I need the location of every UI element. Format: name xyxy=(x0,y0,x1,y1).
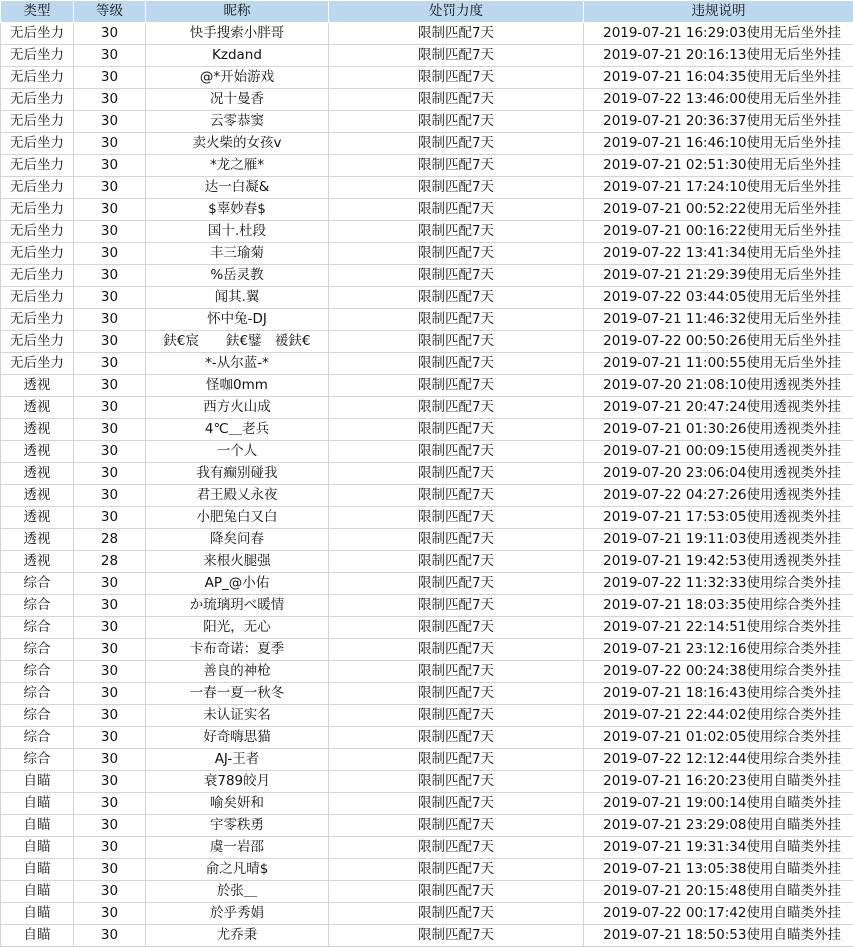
cell-type: 无后坐力 xyxy=(1,89,74,111)
cell-violation-note: 2019-07-22 00:24:38使用综合类外挂 xyxy=(584,661,853,683)
cell-level: 30 xyxy=(74,749,146,771)
cell-type: 自瞄 xyxy=(1,815,74,837)
cell-nickname: 快手搜索小胖哥 xyxy=(146,23,329,45)
cell-nickname: 君王殿乂永夜 xyxy=(146,485,329,507)
cell-type: 无后坐力 xyxy=(1,309,74,331)
cell-level: 30 xyxy=(74,375,146,397)
cell-nickname: 俞之凡晴$ xyxy=(146,859,329,881)
cell-penalty: 限制匹配7天 xyxy=(329,683,584,705)
cell-penalty: 限制匹配7天 xyxy=(329,705,584,727)
table-row xyxy=(1,683,853,705)
cell-type: 无后坐力 xyxy=(1,199,74,221)
cell-penalty: 限制匹配7天 xyxy=(329,925,584,947)
cell-penalty: 限制匹配7天 xyxy=(329,309,584,331)
cell-nickname: 况十曼香 xyxy=(146,89,329,111)
cell-type: 无后坐力 xyxy=(1,45,74,67)
table-row xyxy=(1,45,853,67)
cell-type: 透视 xyxy=(1,375,74,397)
table-row xyxy=(1,771,853,793)
cell-level: 30 xyxy=(74,155,146,177)
cell-type: 无后坐力 xyxy=(1,221,74,243)
cell-level: 30 xyxy=(74,199,146,221)
cell-nickname: 卡布奇诺：夏季 xyxy=(146,639,329,661)
cell-violation-note: 2019-07-21 11:46:32使用无后坐外挂 xyxy=(584,309,853,331)
cell-penalty: 限制匹配7天 xyxy=(329,353,584,375)
cell-type: 无后坐力 xyxy=(1,287,74,309)
table-row xyxy=(1,331,853,353)
cell-violation-note: 2019-07-21 19:42:53使用透视类外挂 xyxy=(584,551,853,573)
cell-violation-note: 2019-07-21 21:29:39使用无后坐外挂 xyxy=(584,265,853,287)
cell-level: 30 xyxy=(74,89,146,111)
table-row xyxy=(1,815,853,837)
cell-level: 30 xyxy=(74,815,146,837)
cell-nickname: 国十.杜段 xyxy=(146,221,329,243)
cell-violation-note: 2019-07-21 22:14:51使用综合类外挂 xyxy=(584,617,853,639)
table-row xyxy=(1,111,853,133)
table-row xyxy=(1,859,853,881)
cell-type: 综合 xyxy=(1,639,74,661)
cell-nickname: 阳光，无心 xyxy=(146,617,329,639)
cell-penalty: 限制匹配7天 xyxy=(329,771,584,793)
cell-nickname: 云零恭窦 xyxy=(146,111,329,133)
cell-level: 28 xyxy=(74,551,146,573)
cell-nickname: 於张＿ xyxy=(146,881,329,903)
cell-level: 30 xyxy=(74,397,146,419)
cell-level: 30 xyxy=(74,309,146,331)
cell-level: 30 xyxy=(74,507,146,529)
cell-level: 30 xyxy=(74,771,146,793)
table-row xyxy=(1,661,853,683)
cell-level: 30 xyxy=(74,67,146,89)
table-row xyxy=(1,551,853,573)
cell-nickname: 降矣问春 xyxy=(146,529,329,551)
table-row xyxy=(1,925,853,947)
cell-level: 30 xyxy=(74,265,146,287)
cell-type: 透视 xyxy=(1,397,74,419)
cell-nickname: AP_@小佑 xyxy=(146,573,329,595)
cell-level: 30 xyxy=(74,859,146,881)
cell-penalty: 限制匹配7天 xyxy=(329,45,584,67)
cell-level: 30 xyxy=(74,287,146,309)
cell-type: 自瞄 xyxy=(1,859,74,881)
table-row xyxy=(1,617,853,639)
table-row xyxy=(1,67,853,89)
cell-violation-note: 2019-07-21 20:16:13使用无后坐外挂 xyxy=(584,45,853,67)
cell-violation-note: 2019-07-21 18:50:53使用自瞄类外挂 xyxy=(584,925,853,947)
cell-violation-note: 2019-07-22 12:12:44使用综合类外挂 xyxy=(584,749,853,771)
cell-violation-note: 2019-07-21 01:30:26使用透视类外挂 xyxy=(584,419,853,441)
cell-penalty: 限制匹配7天 xyxy=(329,595,584,617)
cell-violation-note: 2019-07-21 16:46:10使用无后坐外挂 xyxy=(584,133,853,155)
cell-type: 无后坐力 xyxy=(1,155,74,177)
cell-type: 透视 xyxy=(1,529,74,551)
table-row xyxy=(1,463,853,485)
cell-penalty: 限制匹配7天 xyxy=(329,89,584,111)
cell-penalty: 限制匹配7天 xyxy=(329,507,584,529)
cell-violation-note: 2019-07-20 23:06:04使用透视类外挂 xyxy=(584,463,853,485)
cell-violation-note: 2019-07-21 16:20:23使用自瞄类外挂 xyxy=(584,771,853,793)
cell-nickname: Kzdand xyxy=(146,45,329,67)
cell-level: 30 xyxy=(74,419,146,441)
table-row xyxy=(1,133,853,155)
cell-type: 透视 xyxy=(1,419,74,441)
cell-violation-note: 2019-07-21 20:15:48使用自瞄类外挂 xyxy=(584,881,853,903)
cell-nickname: 未认证实名 xyxy=(146,705,329,727)
cell-violation-note: 2019-07-22 03:44:05使用无后坐外挂 xyxy=(584,287,853,309)
cell-penalty: 限制匹配7天 xyxy=(329,485,584,507)
cell-type: 综合 xyxy=(1,573,74,595)
table-row xyxy=(1,441,853,463)
table-row xyxy=(1,529,853,551)
cell-type: 自瞄 xyxy=(1,837,74,859)
cell-violation-note: 2019-07-22 11:32:33使用综合类外挂 xyxy=(584,573,853,595)
cell-nickname: %岳灵教 xyxy=(146,265,329,287)
cell-type: 无后坐力 xyxy=(1,177,74,199)
cell-type: 无后坐力 xyxy=(1,133,74,155)
cell-nickname: 衰789皎月 xyxy=(146,771,329,793)
cell-violation-note: 2019-07-21 22:44:02使用综合类外挂 xyxy=(584,705,853,727)
cell-penalty: 限制匹配7天 xyxy=(329,881,584,903)
table-row xyxy=(1,89,853,111)
cell-level: 30 xyxy=(74,23,146,45)
header-row xyxy=(1,1,853,23)
cell-penalty: 限制匹配7天 xyxy=(329,221,584,243)
cell-violation-note: 2019-07-21 02:51:30使用无后坐外挂 xyxy=(584,155,853,177)
cell-penalty: 限制匹配7天 xyxy=(329,133,584,155)
cell-nickname: 怀中兔-DJ xyxy=(146,309,329,331)
cell-violation-note: 2019-07-22 00:17:42使用自瞄类外挂 xyxy=(584,903,853,925)
table-row xyxy=(1,353,853,375)
table-row xyxy=(1,837,853,859)
cell-penalty: 限制匹配7天 xyxy=(329,111,584,133)
cell-type: 综合 xyxy=(1,705,74,727)
cell-penalty: 限制匹配7天 xyxy=(329,573,584,595)
cell-type: 综合 xyxy=(1,617,74,639)
cell-penalty: 限制匹配7天 xyxy=(329,463,584,485)
cell-type: 无后坐力 xyxy=(1,243,74,265)
cell-type: 综合 xyxy=(1,727,74,749)
cell-violation-note: 2019-07-21 20:36:37使用无后坐外挂 xyxy=(584,111,853,133)
cell-penalty: 限制匹配7天 xyxy=(329,177,584,199)
cell-type: 透视 xyxy=(1,485,74,507)
cell-level: 30 xyxy=(74,661,146,683)
cell-type: 综合 xyxy=(1,749,74,771)
cell-level: 30 xyxy=(74,727,146,749)
table-row xyxy=(1,199,853,221)
cell-type: 自瞄 xyxy=(1,793,74,815)
cell-level: 30 xyxy=(74,903,146,925)
table-row xyxy=(1,507,853,529)
cell-violation-note: 2019-07-21 01:02:05使用综合类外挂 xyxy=(584,727,853,749)
cell-level: 30 xyxy=(74,45,146,67)
table-row xyxy=(1,419,853,441)
table-row xyxy=(1,221,853,243)
cell-nickname: か琉璃玥べ暖情 xyxy=(146,595,329,617)
cell-nickname: 虞一岩邵 xyxy=(146,837,329,859)
cell-violation-note: 2019-07-21 00:52:22使用无后坐外挂 xyxy=(584,199,853,221)
cell-type: 无后坐力 xyxy=(1,353,74,375)
cell-violation-note: 2019-07-21 16:04:35使用无后坐外挂 xyxy=(584,67,853,89)
cell-level: 30 xyxy=(74,793,146,815)
table-row xyxy=(1,903,853,925)
table-row xyxy=(1,485,853,507)
cell-nickname: 好奇嗨思猫 xyxy=(146,727,329,749)
cell-penalty: 限制匹配7天 xyxy=(329,551,584,573)
cell-nickname: 宇零秩勇 xyxy=(146,815,329,837)
table-row xyxy=(1,287,853,309)
cell-nickname: *-从尔蓝-* xyxy=(146,353,329,375)
cell-penalty: 限制匹配7天 xyxy=(329,23,584,45)
cell-level: 30 xyxy=(74,573,146,595)
cell-level: 30 xyxy=(74,705,146,727)
cell-type: 透视 xyxy=(1,441,74,463)
cell-penalty: 限制匹配7天 xyxy=(329,199,584,221)
cell-violation-note: 2019-07-21 20:47:24使用透视类外挂 xyxy=(584,397,853,419)
cell-violation-note: 2019-07-21 11:00:55使用无后坐外挂 xyxy=(584,353,853,375)
cell-level: 28 xyxy=(74,529,146,551)
cell-type: 自瞄 xyxy=(1,903,74,925)
table-body xyxy=(1,23,853,947)
table-row xyxy=(1,397,853,419)
header-penalty: 处罚力度 xyxy=(329,1,584,23)
cell-nickname: 尤乔秉 xyxy=(146,925,329,947)
cell-penalty: 限制匹配7天 xyxy=(329,331,584,353)
cell-nickname: 闻其.翼 xyxy=(146,287,329,309)
cell-type: 综合 xyxy=(1,661,74,683)
cell-penalty: 限制匹配7天 xyxy=(329,441,584,463)
cell-type: 无后坐力 xyxy=(1,23,74,45)
table-row xyxy=(1,595,853,617)
cell-level: 30 xyxy=(74,837,146,859)
cell-penalty: 限制匹配7天 xyxy=(329,727,584,749)
cell-nickname: 鈇€宸 鈇€鐾 褑鈇€ xyxy=(146,331,329,353)
cell-violation-note: 2019-07-21 19:31:34使用自瞄类外挂 xyxy=(584,837,853,859)
cell-level: 30 xyxy=(74,881,146,903)
cell-violation-note: 2019-07-21 17:24:10使用无后坐外挂 xyxy=(584,177,853,199)
cell-violation-note: 2019-07-21 19:00:14使用自瞄类外挂 xyxy=(584,793,853,815)
cell-level: 30 xyxy=(74,639,146,661)
cell-penalty: 限制匹配7天 xyxy=(329,375,584,397)
cell-penalty: 限制匹配7天 xyxy=(329,749,584,771)
cell-type: 自瞄 xyxy=(1,925,74,947)
cell-penalty: 限制匹配7天 xyxy=(329,287,584,309)
cell-type: 透视 xyxy=(1,551,74,573)
cell-violation-note: 2019-07-22 13:46:00使用无后坐外挂 xyxy=(584,89,853,111)
cell-penalty: 限制匹配7天 xyxy=(329,243,584,265)
cell-penalty: 限制匹配7天 xyxy=(329,265,584,287)
header-level: 等级 xyxy=(74,1,146,23)
cell-penalty: 限制匹配7天 xyxy=(329,529,584,551)
cell-penalty: 限制匹配7天 xyxy=(329,639,584,661)
cell-nickname: $辜妙春$ xyxy=(146,199,329,221)
cell-nickname: *龙之雁* xyxy=(146,155,329,177)
cell-nickname: 怪咖0mm xyxy=(146,375,329,397)
cell-violation-note: 2019-07-21 13:05:38使用自瞄类外挂 xyxy=(584,859,853,881)
cell-nickname: 卖火柴的女孩v xyxy=(146,133,329,155)
cell-penalty: 限制匹配7天 xyxy=(329,155,584,177)
cell-nickname: 达一白凝& xyxy=(146,177,329,199)
cell-violation-note: 2019-07-21 16:29:03使用无后坐外挂 xyxy=(584,23,853,45)
cell-violation-note: 2019-07-21 18:16:43使用综合类外挂 xyxy=(584,683,853,705)
cell-penalty: 限制匹配7天 xyxy=(329,837,584,859)
cell-type: 综合 xyxy=(1,683,74,705)
cell-nickname: 小肥兔白又白 xyxy=(146,507,329,529)
cell-violation-note: 2019-07-22 13:41:34使用无后坐外挂 xyxy=(584,243,853,265)
cell-level: 30 xyxy=(74,595,146,617)
cell-violation-note: 2019-07-22 04:27:26使用透视类外挂 xyxy=(584,485,853,507)
cell-penalty: 限制匹配7天 xyxy=(329,859,584,881)
cell-type: 自瞄 xyxy=(1,881,74,903)
table-row xyxy=(1,881,853,903)
header-type: 类型 xyxy=(1,1,74,23)
cell-nickname: @*开始游戏 xyxy=(146,67,329,89)
table-row xyxy=(1,639,853,661)
cell-type: 无后坐力 xyxy=(1,331,74,353)
cell-nickname: 喻矣妍和 xyxy=(146,793,329,815)
cell-level: 30 xyxy=(74,617,146,639)
cell-type: 自瞄 xyxy=(1,771,74,793)
cell-violation-note: 2019-07-21 17:53:05使用透视类外挂 xyxy=(584,507,853,529)
table-row xyxy=(1,243,853,265)
cell-penalty: 限制匹配7天 xyxy=(329,397,584,419)
cell-type: 透视 xyxy=(1,507,74,529)
cell-penalty: 限制匹配7天 xyxy=(329,67,584,89)
cell-nickname: 一春一夏一秋冬 xyxy=(146,683,329,705)
cell-nickname: 来根火腿强 xyxy=(146,551,329,573)
cell-level: 30 xyxy=(74,221,146,243)
cell-level: 30 xyxy=(74,485,146,507)
cell-nickname: AJ-王者 xyxy=(146,749,329,771)
table-row xyxy=(1,155,853,177)
table-row xyxy=(1,265,853,287)
cell-nickname: 丰三瑜菊 xyxy=(146,243,329,265)
cell-nickname: 於乎秀娟 xyxy=(146,903,329,925)
cell-violation-note: 2019-07-21 00:16:22使用无后坐外挂 xyxy=(584,221,853,243)
table-row xyxy=(1,793,853,815)
cell-nickname: 西方火山成 xyxy=(146,397,329,419)
cell-level: 30 xyxy=(74,441,146,463)
table-row xyxy=(1,573,853,595)
cell-violation-note: 2019-07-21 00:09:15使用透视类外挂 xyxy=(584,441,853,463)
cell-penalty: 限制匹配7天 xyxy=(329,419,584,441)
cell-violation-note: 2019-07-21 23:29:08使用自瞄类外挂 xyxy=(584,815,853,837)
cell-violation-note: 2019-07-22 00:50:26使用无后坐外挂 xyxy=(584,331,853,353)
cell-penalty: 限制匹配7天 xyxy=(329,793,584,815)
cell-nickname: 一个人 xyxy=(146,441,329,463)
cell-level: 30 xyxy=(74,683,146,705)
cell-type: 透视 xyxy=(1,463,74,485)
table-row xyxy=(1,309,853,331)
cell-violation-note: 2019-07-21 19:11:03使用透视类外挂 xyxy=(584,529,853,551)
cell-type: 无后坐力 xyxy=(1,265,74,287)
cell-violation-note: 2019-07-21 18:03:35使用综合类外挂 xyxy=(584,595,853,617)
table-row xyxy=(1,727,853,749)
cell-penalty: 限制匹配7天 xyxy=(329,815,584,837)
cell-penalty: 限制匹配7天 xyxy=(329,661,584,683)
table-row xyxy=(1,375,853,397)
cell-type: 无后坐力 xyxy=(1,67,74,89)
cell-level: 30 xyxy=(74,243,146,265)
header-nickname: 昵称 xyxy=(146,1,329,23)
table-row xyxy=(1,705,853,727)
cell-nickname: 我有癫别碰我 xyxy=(146,463,329,485)
cell-penalty: 限制匹配7天 xyxy=(329,617,584,639)
table-row xyxy=(1,23,853,45)
cell-level: 30 xyxy=(74,925,146,947)
cell-level: 30 xyxy=(74,353,146,375)
cell-type: 综合 xyxy=(1,595,74,617)
cell-level: 30 xyxy=(74,177,146,199)
cell-level: 30 xyxy=(74,133,146,155)
table-row xyxy=(1,749,853,771)
cell-type: 无后坐力 xyxy=(1,111,74,133)
cell-penalty: 限制匹配7天 xyxy=(329,903,584,925)
cell-nickname: 4℃＿老兵 xyxy=(146,419,329,441)
cell-level: 30 xyxy=(74,463,146,485)
cell-violation-note: 2019-07-20 21:08:10使用透视类外挂 xyxy=(584,375,853,397)
table-row xyxy=(1,177,853,199)
cell-violation-note: 2019-07-21 23:12:16使用综合类外挂 xyxy=(584,639,853,661)
cell-level: 30 xyxy=(74,331,146,353)
cell-nickname: 善良的神枪 xyxy=(146,661,329,683)
cell-level: 30 xyxy=(74,111,146,133)
header-violation-note: 违规说明 xyxy=(584,1,853,23)
